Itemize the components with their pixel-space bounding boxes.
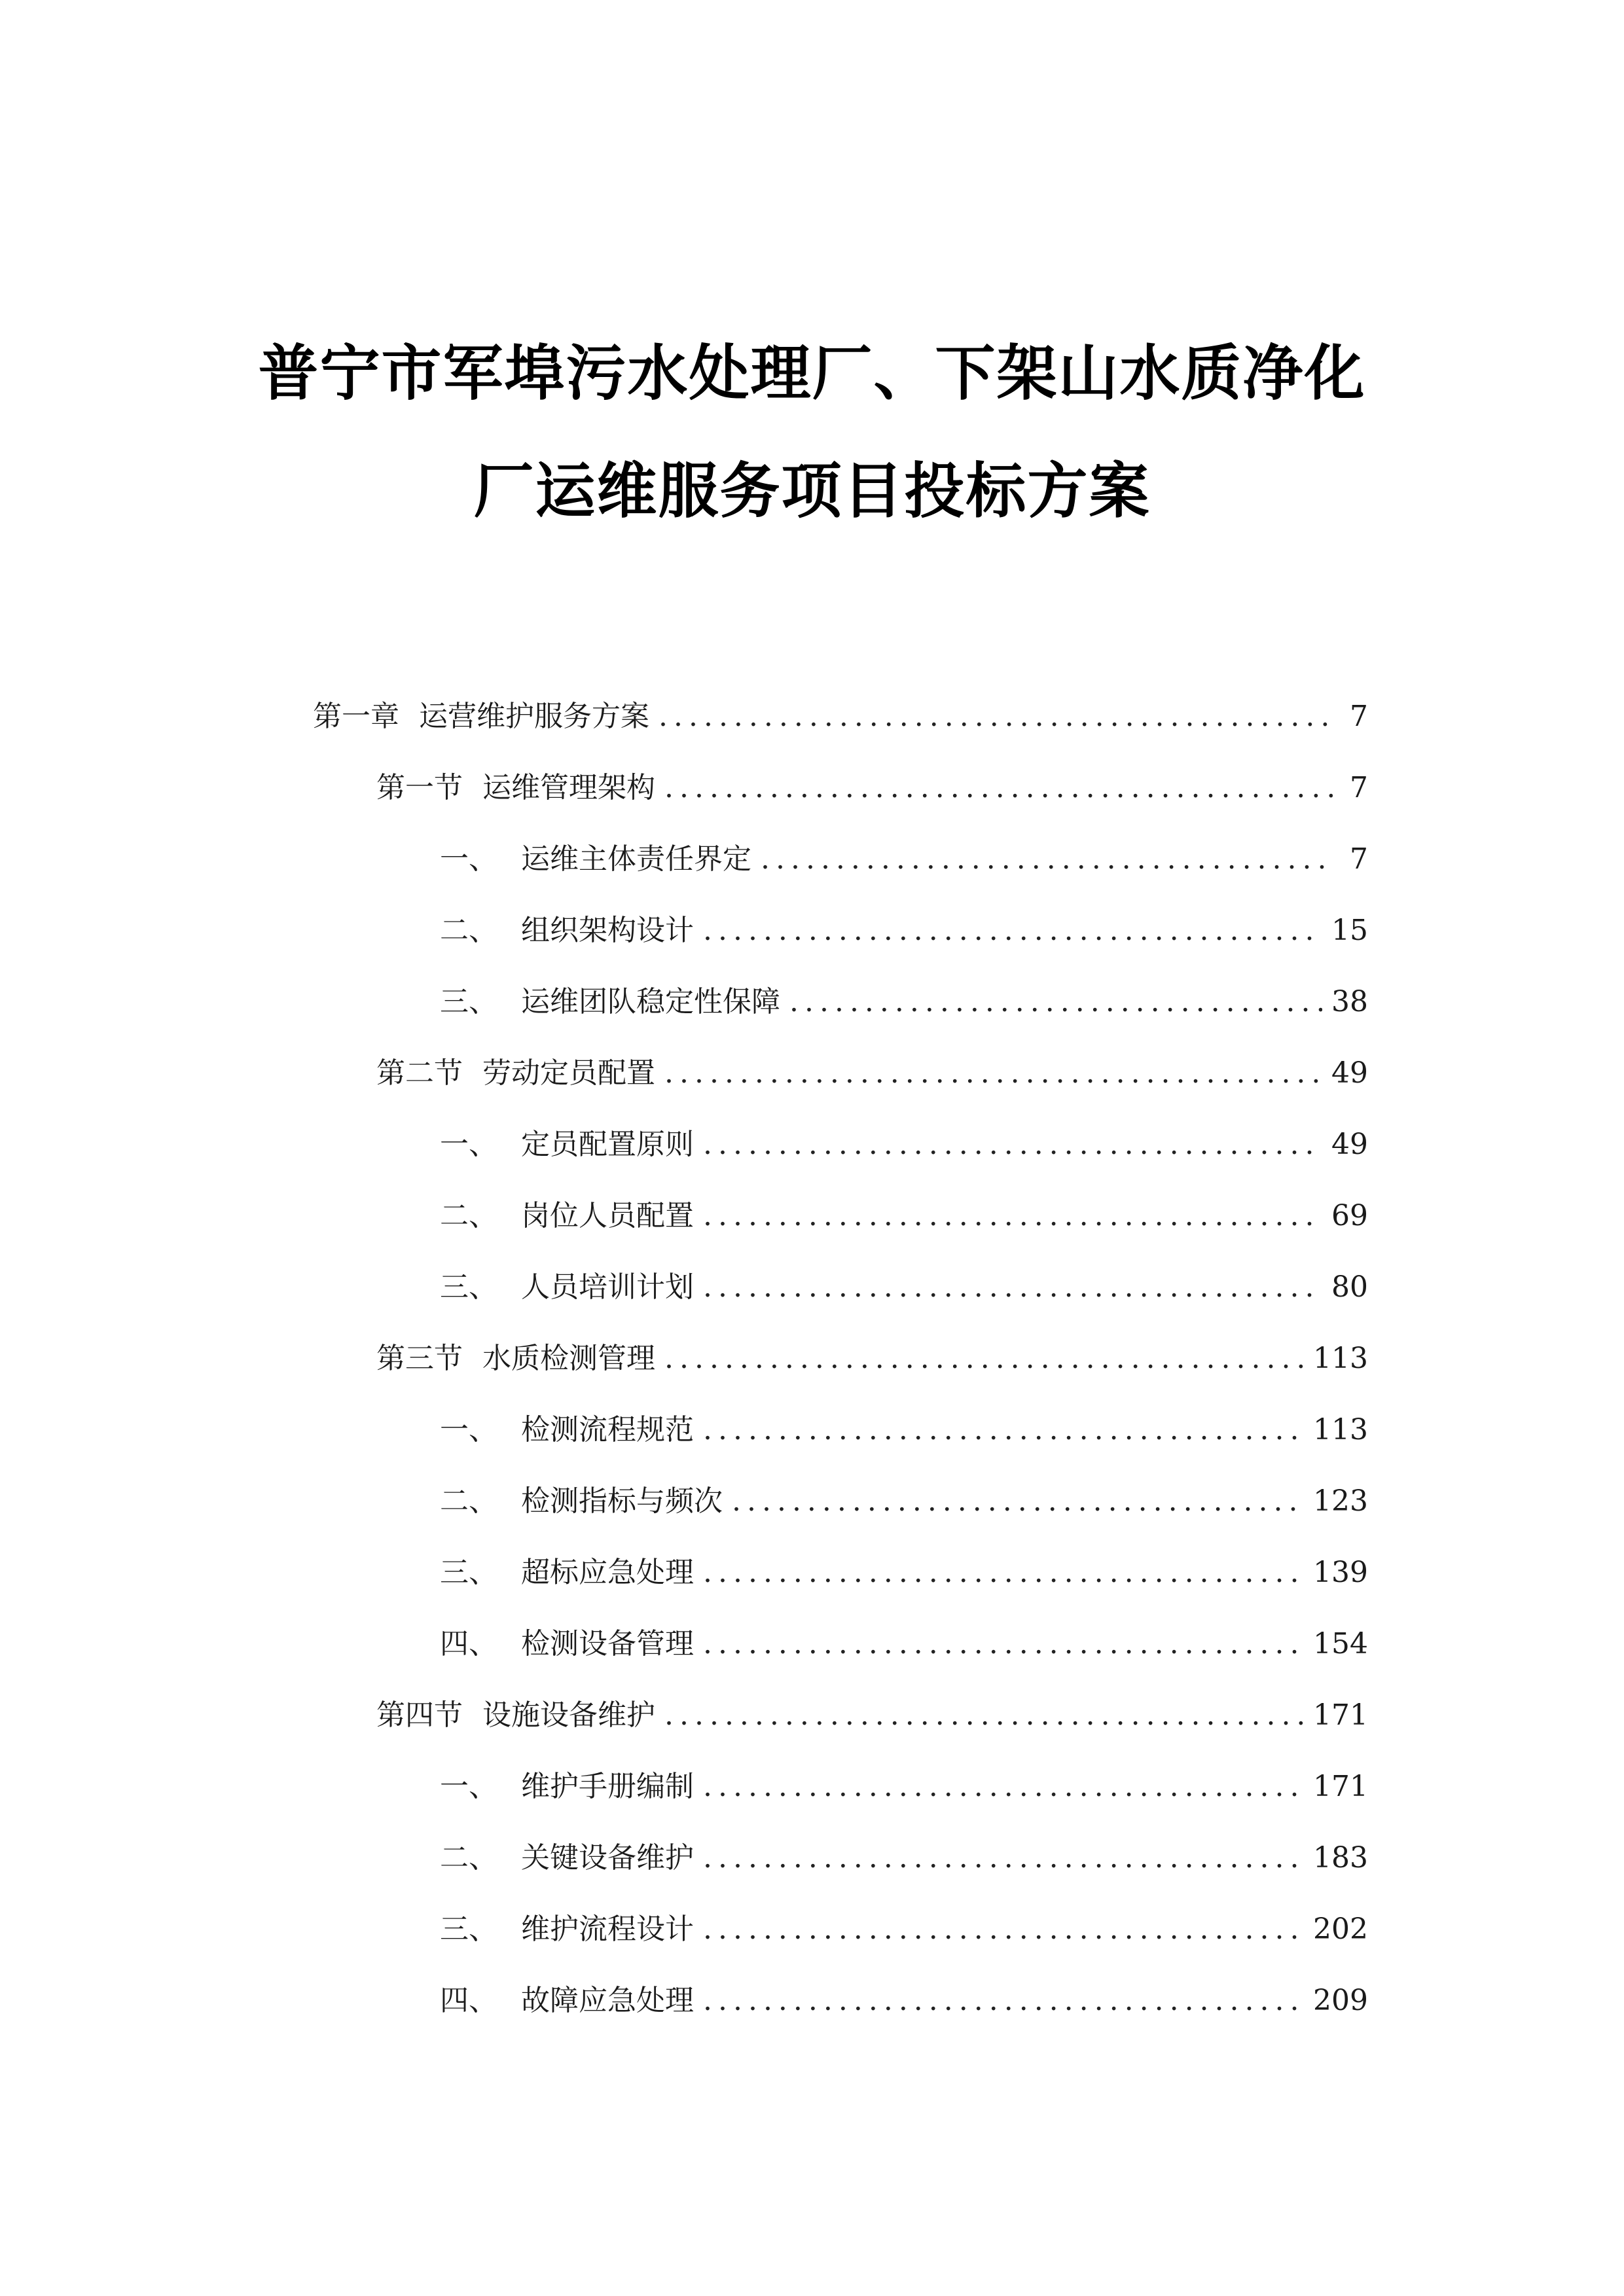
toc-entry-item[interactable] xyxy=(440,1550,1368,1596)
toc-entry-item[interactable] xyxy=(440,1764,1368,1810)
toc-entry-label: 第二节 劳动定员配置 xyxy=(376,1056,655,1090)
toc-leader-dots xyxy=(703,1193,1322,1239)
toc-page-number: 123 xyxy=(1313,1484,1368,1518)
toc-leader-dots xyxy=(659,694,1333,740)
toc-entry-item[interactable] xyxy=(440,1835,1368,1881)
toc-entry-label: 二、 检测指标与频次 xyxy=(440,1484,723,1518)
toc-leader-dots xyxy=(703,1978,1304,2024)
toc-entry-item[interactable] xyxy=(440,1479,1368,1524)
toc-entry-item[interactable] xyxy=(440,908,1368,954)
toc-leader-dots xyxy=(703,1265,1322,1310)
toc-entry-label: 三、 超标应急处理 xyxy=(440,1556,694,1589)
toc-entry-section-1[interactable] xyxy=(376,765,1368,811)
toc-page-number: 209 xyxy=(1313,1984,1368,2017)
toc-page-number: 154 xyxy=(1313,1627,1368,1660)
toc-page-number: 113 xyxy=(1313,1413,1368,1446)
toc-entry-item[interactable] xyxy=(440,1907,1368,1952)
toc-page-number: 7 xyxy=(1350,771,1368,804)
toc-leader-dots xyxy=(664,1693,1304,1738)
toc-entry-label: 四、 检测设备管理 xyxy=(440,1627,694,1660)
toc-leader-dots xyxy=(703,1764,1304,1810)
toc-leader-dots xyxy=(732,1479,1304,1524)
toc-entry-item[interactable] xyxy=(440,836,1368,882)
toc-entry-item[interactable] xyxy=(440,1122,1368,1168)
document-title-line-1: 普宁市军埠污水处理厂、下架山水质净化 xyxy=(258,338,1366,408)
toc-entry-label: 二、 组织架构设计 xyxy=(440,914,694,947)
toc-leader-dots xyxy=(761,836,1333,882)
toc-entry-section-2[interactable] xyxy=(376,1050,1368,1096)
document-title-line-2: 厂运维服务项目投标方案 xyxy=(473,456,1151,526)
toc-page-number: 171 xyxy=(1313,1770,1368,1803)
toc-entry-label: 第三节 水质检测管理 xyxy=(376,1342,655,1375)
toc-page-number: 183 xyxy=(1313,1841,1368,1874)
toc-entry-item[interactable] xyxy=(440,1978,1368,2024)
toc-entry-section-3[interactable] xyxy=(376,1336,1368,1382)
toc-leader-dots xyxy=(789,979,1322,1025)
toc-page-number: 202 xyxy=(1313,1912,1368,1946)
toc-entry-item[interactable] xyxy=(440,1265,1368,1310)
toc-page-number: 171 xyxy=(1313,1698,1368,1732)
toc-entry-item[interactable] xyxy=(440,1621,1368,1667)
toc-leader-dots xyxy=(703,1621,1304,1667)
toc-leader-dots xyxy=(664,1050,1322,1096)
toc-entry-item[interactable] xyxy=(440,1407,1368,1453)
toc-page-number: 139 xyxy=(1313,1556,1368,1589)
toc-entry-label: 二、 关键设备维护 xyxy=(440,1841,694,1874)
toc-entry-section-4[interactable] xyxy=(376,1693,1368,1738)
toc-page-number: 80 xyxy=(1331,1270,1368,1304)
toc-page-number: 7 xyxy=(1350,700,1368,733)
toc-entry-label: 三、 维护流程设计 xyxy=(440,1912,694,1946)
toc-entry-chapter-1[interactable] xyxy=(313,694,1368,740)
toc-leader-dots xyxy=(703,1122,1322,1168)
toc-page-number: 15 xyxy=(1331,914,1368,947)
toc-leader-dots xyxy=(703,1907,1304,1952)
toc-leader-dots xyxy=(703,908,1322,954)
toc-entry-label: 三、 人员培训计划 xyxy=(440,1270,694,1304)
toc-leader-dots xyxy=(703,1835,1304,1881)
toc-page-number: 69 xyxy=(1331,1199,1368,1232)
toc-entry-label: 一、 检测流程规范 xyxy=(440,1413,694,1446)
toc-entry-label: 一、 运维主体责任界定 xyxy=(440,842,751,876)
toc-leader-dots xyxy=(703,1407,1304,1453)
toc-entry-item[interactable] xyxy=(440,979,1368,1025)
toc-leader-dots xyxy=(703,1550,1304,1596)
toc-entry-item[interactable] xyxy=(440,1193,1368,1239)
toc-leader-dots xyxy=(664,765,1333,811)
toc-entry-label: 一、 定员配置原则 xyxy=(440,1128,694,1161)
toc-entry-label: 第一章 运营维护服务方案 xyxy=(313,700,649,733)
toc-entry-label: 第四节 设施设备维护 xyxy=(376,1698,655,1732)
toc-page-number: 7 xyxy=(1350,842,1368,876)
toc-page-number: 113 xyxy=(1313,1342,1368,1375)
toc-page-number: 49 xyxy=(1331,1128,1368,1161)
toc-leader-dots xyxy=(664,1336,1304,1382)
toc-page-number: 49 xyxy=(1331,1056,1368,1090)
toc-entry-label: 四、 故障应急处理 xyxy=(440,1984,694,2017)
toc-entry-label: 三、 运维团队稳定性保障 xyxy=(440,985,780,1018)
toc-entry-label: 一、 维护手册编制 xyxy=(440,1770,694,1803)
toc-page-number: 38 xyxy=(1331,985,1368,1018)
toc-entry-label: 二、 岗位人员配置 xyxy=(440,1199,694,1232)
toc-entry-label: 第一节 运维管理架构 xyxy=(376,771,655,804)
